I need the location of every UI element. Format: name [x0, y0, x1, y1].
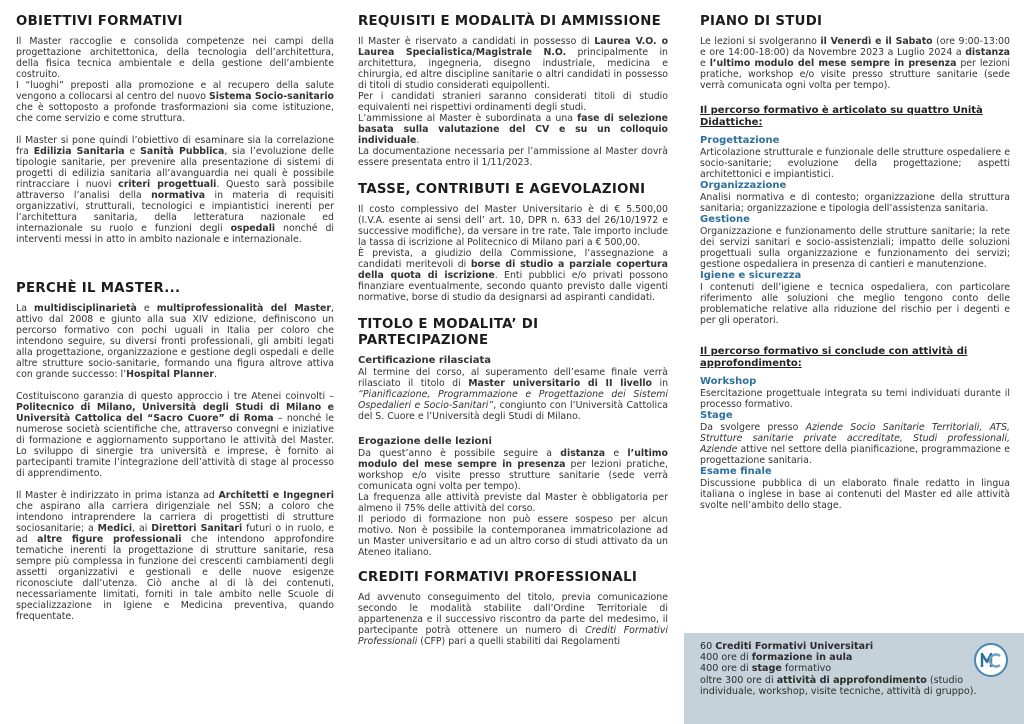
obiettivi-paragraph-3: Il Master si pone quindi l’obiettivo di esaminare sia la correlazione fra Edilizia Sanitaria e Sanità Pubblica, sia l’evoluzione delle tipologie sanitarie, per prevenire alla presentazione di sistemi di progetti di edilizia sanitaria all’avanguardia nei quali è possibile rintracciare i nuovi criteri progettuali. Questo sarà possibile attraverso l’analisi della normativa in materia di requisiti organizzativi, strutturali, tecnologici e impiantistici inerenti per l’architettura sanitaria, della letteratura nazionale ed internazionale su ruolo e funzioni degli ospedali nonché di interventi messi in atto in ambito nazionale e internazionale. — [16, 135, 335, 245]
section-title-crediti: CREDITI FORMATIVI PROFESSIONALI — [358, 570, 638, 585]
section-title-titolo: TITOLO E MODALITA’ DI PARTECIPAZIONE — [358, 317, 539, 348]
perche-paragraph-3: Il Master è indirizzato in prima istanza ad Architetti e Ingegneri che aspirano alla carriera dirigenziale nel SSN; a coloro che intendono intraprendere la carriera di progettisti di strutture sociosanitarie; a Medici, ai Direttori Sanitari futuri o in ruolo, e ad altre figure professionali che intendono approfondire tematiche inerenti la progettazione di strutture sanitarie, resa sempre più complessa in funzione dei crescenti cambiamenti degli assetti organizzativi e gestionali e delle nuove esigenze riconosciute dall’utenza. Ciò anche al di là dei contenuti, necessariamente limitati, forniti in tale ambito nelle Scuole di specializzazione in Igiene e Medicina preventiva, quando frequentate. — [16, 490, 335, 622]
credits-line-3: 400 ore di stage formativo — [700, 663, 832, 675]
perche-paragraph-1: La multidisciplinarietà e multiprofessionalità del Master, attivo dal 2008 e giunto alla sua XIV edizione, definiscono un percorso formativo con pochi uguali in Italia per coloro che intendono seguire, su diversi fronti professionali, gli ambiti legati alla progettazione, organizzazione e gestione degli ospedali e delle altre strutture socio-sanitarie, formando una figura altrove attiva con grande successo: l’Hospital Planner. — [16, 303, 335, 380]
ud-text-igiene: I contenuti dell’igiene e tecnica ospedaliera, con particolare riferimento alle soluzioni che meglio tengono conto delle problematiche relative alla riduzione del rischio per i degenti e per gli operatori. — [700, 282, 1010, 326]
erogazione-paragraph-3: Il periodo di formazione non può essere sospeso per alcun motivo. Non è possibile la contemporanea immatricolazione ad un Master universitario e ad un altro corso di studi attivato da un Ateneo italiano. — [358, 514, 668, 558]
section-title-requisiti: REQUISITI E MODALITÀ DI AMMISSIONE — [358, 14, 662, 29]
requisiti-paragraph-3: L’ammissione al Master è subordinata a una fase di selezione basata sulla valutazione del CV e su un colloquio individuale. — [358, 113, 668, 146]
section-title-perche: PERCHÈ IL MASTER... — [16, 281, 181, 296]
column-right — [700, 14, 1010, 511]
obiettivi-paragraph-2: I “luoghi” preposti alla promozione e al recupero della salute vengono a collocarsi al centro del nuovo Sistema Socio-sanitario che è sottoposto a profonde trasformazioni sia come istituzione, che come servizio e come struttura. — [16, 80, 334, 124]
ud-text-progettazione: Articolazione strutturale e funzionale delle strutture ospedaliere e socio-sanitarie; evoluzione della progettazione; aspetti architettonici e impiantistici. — [700, 147, 1010, 180]
ud-text-organizzazione: Analisi normativa e di contesto; organizzazione della struttura sanitaria; organizzazione e tipologia dell’assistenza sanitaria. — [700, 192, 1010, 214]
credits-line-2: 400 ore di formazione in aula — [700, 652, 853, 664]
esame-label: Esame finale — [700, 466, 772, 477]
piano-paragraph: Le lezioni si svolgeranno il Venerdì e il Sabato (ore 9:00-13:00 e ore 14:00-18:00) da Novembre 2023 a Luglio 2024 a distanza e l’ultimo modulo del mese sempre in presenza per lezioni pratiche, workshop e/o visite presso strutture sanitarie (sede verrà comunicata ogni volta per tempo). — [700, 36, 1011, 91]
section-title-obiettivi: OBIETTIVI FORMATIVI — [16, 14, 183, 29]
approfondimento-heading: Il percorso formativo si conclude con attività di approfondimento: — [700, 346, 968, 369]
erogazione-paragraph-1: Da quest’anno è possibile seguire a distanza e l’ultimo modulo del mese sempre in presenza per lezioni pratiche, workshop e/o visite presso strutture sanitarie (sede verrà comunicata ogni volta per tempo). — [358, 448, 668, 492]
credits-line-1: 60 Crediti Formativi Universitari — [700, 641, 874, 652]
requisiti-paragraph-4: La documentazione necessaria per l’ammissione al Master dovrà essere presentata entro il 1/11/2023. — [358, 146, 668, 168]
requisiti-paragraph-2: Per i candidati stranieri saranno considerati titoli di studio equivalenti nei rispettivi ordinamenti degli studi. — [358, 91, 668, 113]
stage-label: Stage — [700, 410, 733, 421]
section-title-piano: PIANO DI STUDI — [700, 14, 823, 29]
master-logo-glyph — [978, 647, 1004, 673]
section-title-tasse: TASSE, CONTRIBUTI E AGEVOLAZIONI — [358, 182, 646, 197]
erogazione-subtitle: Erogazione delle lezioni — [358, 436, 492, 447]
workshop-text: Esercitazione progettuale integrata su temi individuati durante il processo formativo. — [700, 388, 1010, 410]
crediti-paragraph: Ad avvenuto conseguimento del titolo, previa comunicazione secondo le modalità stabilite dall’Ordine Territoriale di appartenenza e il successivo riscontro da parte del medesimo, il partecipante potrà ottenere un numero di Crediti Formativi Professionali (CFP) pari a quelli stabiliti dai Regolamenti — [358, 592, 669, 647]
esame-text: Discussione pubblica di un elaborato finale redatto in lingua italiana o inglese in base ai contenuti del Master ed alle attività svolte nell’ambito dello stage. — [700, 478, 1010, 511]
erogazione-paragraph-2: La frequenza alle attività previste dal Master è obbligatoria per almeno il 75% delle attività del corso. — [358, 492, 668, 514]
stage-text: Da svolgere presso Aziende Socio Sanitarie Territoriali, ATS, Strutture sanitarie private accreditate, Studi professionali, Aziende attive nel settore della pianificazione, programmazione e progettazione sanitaria. — [700, 422, 1010, 466]
credits-line-4: oltre 300 ore di attività di approfondimento (studio individuale, workshop, visite tecniche, attività di gruppo). — [700, 674, 977, 697]
obiettivi-paragraph-1: Il Master raccoglie e consolida competenze nei campi della progettazione architettonica, della tecnologia dell’architettura, della fisica tecnica ambientale e della gestione dell’ambiente costruito. — [16, 36, 334, 80]
ud-label-gestione: Gestione — [700, 214, 750, 225]
certificazione-paragraph: Al termine del corso, al superamento dell’esame finale verrà rilasciato il titolo di Master universitario di II livello in “Pianificazione, Programmazione e Progettazione dei Sistemi Ospedalieri e Socio-Sanitari”, congiunto con l’Università Cattolica del S. Cuore e l’Università degli Studi di Milano. — [358, 367, 669, 422]
requisiti-paragraph-1: Il Master è riservato a candidati in possesso di Laurea V.O. o Laurea Specialistica/Magistrale N.O. principalmente in architettura, ingegneria, disegno industriale, medicina e chirurgia, ed altre discipline sanitarie o altri candidati in possesso di titoli di studio considerati equipollenti. — [358, 36, 669, 91]
perche-paragraph-2: Costituiscono garanzia di questo approccio i tre Atenei coinvolti – Politecnico di Milano, Università degli Studi di Milano e Università Cattolica del “Sacro Cuore” di Roma – nonché le numerose società scientifiche che, attraverso convegni e iniziative di formazione e aggiornamento supportano le attività del Master. Lo sviluppo di sinergie tra università e imprese, è fornito ai partecipanti tramite l’integrazione dell’attività di stage al processo di apprendimento. — [16, 391, 334, 479]
tasse-paragraph-1: Il costo complessivo del Master Universitario è di € 5.500,00 (I.V.A. esente ai sensi dell’ art. 10, DPR n. 633 del 26/10/1972 e successive modifiche), da versare in tre rate. Tale importo include la tassa di iscrizione al Politecnico di Milano pari a € 500,00. — [358, 204, 668, 248]
column-left — [16, 14, 334, 622]
workshop-label: Workshop — [700, 376, 757, 387]
ud-text-gestione: Organizzazione e funzionamento delle strutture sanitarie; la rete dei servizi sanitari e socio-assistenziali; impatto delle soluzioni progettuali sulla organizzazione e funzionamento dei servizi; gestione ospedaliera in presenza di cantieri e manutenzione. — [700, 226, 1010, 270]
ud-label-organizzazione: Organizzazione — [700, 180, 787, 191]
unita-didattiche-heading: Il percorso formativo è articolato su quattro Unità Didattiche: — [700, 105, 983, 128]
credits-box — [684, 633, 1024, 724]
tasse-paragraph-2: È prevista, a giudizio della Commissione, l’assegnazione a candidati meritevoli di borse di studio a parziale copertura della quota di iscrizione. Enti pubblici e/o privati possono finanziare eventualmente, secondo quanto previsto dalle vigenti normative, borse di studio da designarsi ad aspiranti candidati. — [358, 248, 668, 303]
column-middle — [358, 14, 668, 647]
certificazione-subtitle: Certificazione rilasciata — [358, 355, 491, 366]
master-logo-icon — [974, 643, 1008, 677]
ud-label-igiene: Igiene e sicurezza — [700, 270, 802, 281]
ud-label-progettazione: Progettazione — [700, 135, 780, 146]
